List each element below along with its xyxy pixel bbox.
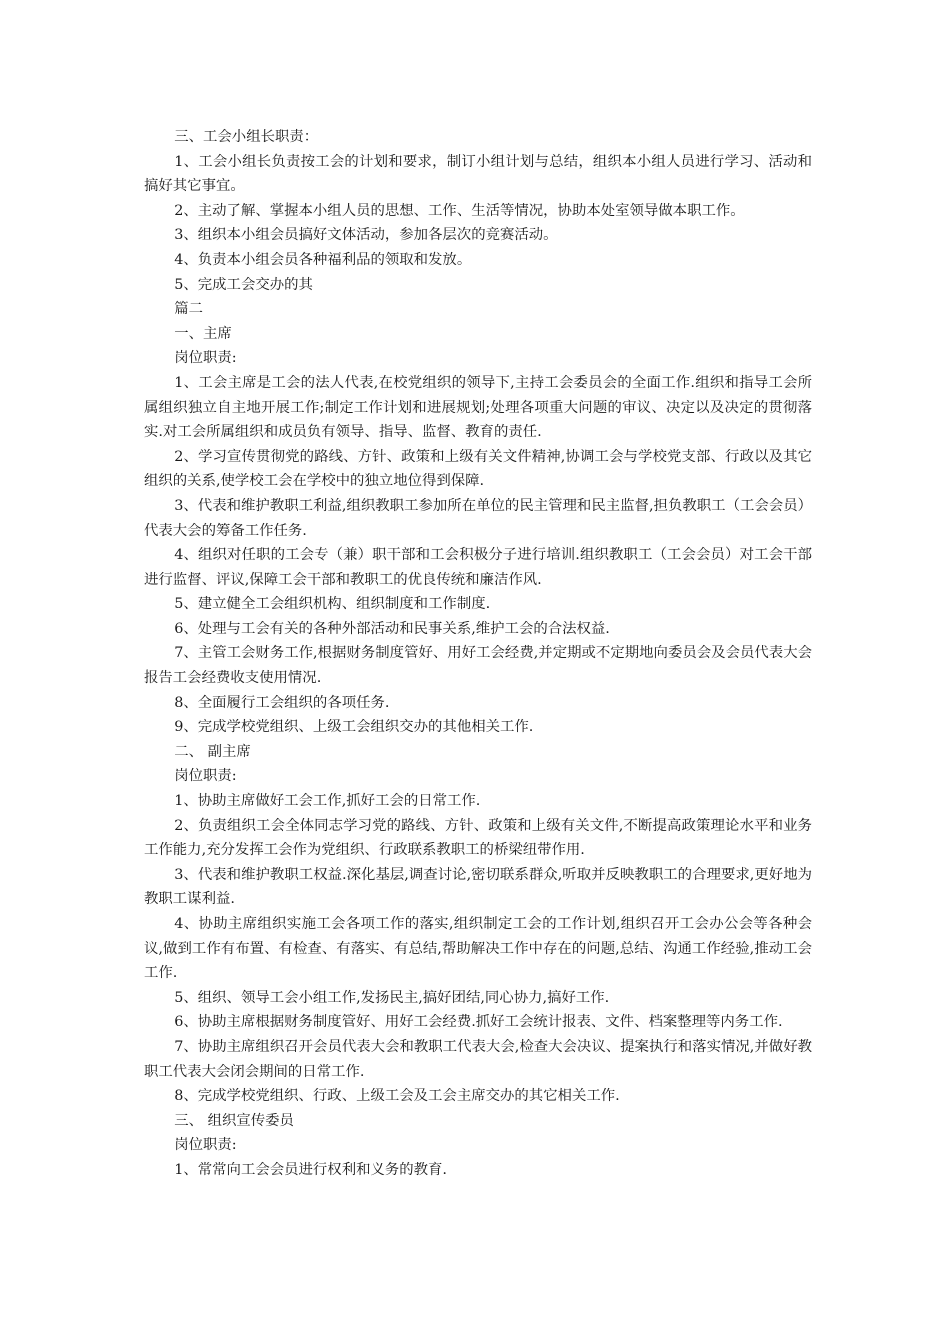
chapter-heading: 篇二 [174,301,204,318]
duty-item: 4、协助主席组织实施工会各项工作的落实,组织制定工会的工作计划,组织召开工会办公会等各种会议,做到工作有布置、有检查、有落实、有总结,帮助解决工作中存在的问题,总结、沟通工作经验,推动工会工作. [144,916,812,982]
duty-item: 3、组织本小组会员搞好文体活动，参加各层次的竞赛活动。 [174,227,558,244]
subsection-label: 岗位职责: [174,350,237,367]
document-body [144,125,812,1183]
duty-item: 1、工会主席是工会的法人代表,在校党组织的领导下,主持工会委员会的全面工作.组织和指导工会所属组织独立自主地开展工作;制定工作计划和进展规划;处理各项重大问题的审议、决定以及决定的贯彻落实.对工会所属组织和成员负有领导、指导、监督、教育的责任. [144,374,812,441]
duty-item: 8、全面履行工会组织的各项任务. [174,694,390,711]
duty-item: 4、组织对任职的工会专（兼）职干部和工会积极分子进行培训.组织教职工（工会会员）对工会干部进行监督、评议,保障工会干部和教职工的优良传统和廉洁作风. [144,547,812,588]
subsection-label: 岗位职责: [174,768,237,785]
section-heading: 三、工会小组长职责： [174,129,319,145]
duty-item: 7、主管工会财务工作,根据财务制度管好、用好工会经费,并定期或不定期地向委员会及会员代表大会报告工会经费收支使用情况. [144,645,812,687]
duty-item: 5、组织、领导工会小组工作,发扬民主,搞好团结,同心协力,搞好工作. [174,989,610,1006]
subsection-label: 岗位职责: [174,1137,237,1154]
duty-item: 1、工会小组长负责按工会的计划和要求，制订小组计划与总结，组织本小组人员进行学习、活动和搞好其它事宜。 [144,153,812,195]
duty-item: 4、负责本小组会员各种福利品的领取和发放。 [174,251,472,268]
duty-item: 8、完成学校党组织、行政、上级工会及工会主席交办的其它相关工作. [174,1088,620,1105]
duty-item: 3、代表和维护教职工利益,组织教职工参加所在单位的民主管理和民主监督,担负教职工（工会会员）代表大会的筹备工作任务. [144,497,812,539]
duty-item: 2、学习宣传贯彻党的路线、方针、政策和上级有关文件精神,协调工会与学校党支部、行政以及其它组织的关系,使学校工会在学校中的独立地位得到保障. [144,448,812,490]
duty-item: 5、完成工会交办的其 [174,276,313,293]
duty-item: 1、协助主席做好工会工作,抓好工会的日常工作. [174,793,481,810]
duty-item: 7、协助主席组织召开会员代表大会和教职工代表大会,检查大会决议、提案执行和落实情况,并做好教职工代表大会闭会期间的日常工作. [144,1038,812,1080]
duty-item: 3、代表和维护教职工权益.深化基层,调查讨论,密切联系群众,听取并反映教职工的合理要求,更好地为教职工谋利益. [144,866,812,908]
duty-item: 6、处理与工会有关的各种外部活动和民事关系,维护工会的合法权益. [174,620,610,637]
duty-item: 6、协助主席根据财务制度管好、用好工会经费.抓好工会统计报表、文件、档案整理等内务工作. [174,1014,783,1031]
duty-item: 9、完成学校党组织、上级工会组织交办的其他相关工作. [174,719,534,736]
duty-item: 5、建立健全工会组织机构、组织制度和工作制度. [174,596,491,613]
section-heading: 一、主席 [174,325,232,342]
section-heading: 三、 组织宣传委员 [174,1112,294,1129]
duty-item: 1、常常向工会会员进行权利和义务的教育. [174,1161,447,1178]
duty-item: 2、主动了解、掌握本小组人员的思想、工作、生活等情况，协助本处室领导做本职工作。 [174,202,745,219]
duty-item: 2、负责组织工会全体同志学习党的路线、方针、政策和上级有关文件,不断提高政策理论水平和业务工作能力,充分发挥工会作为党组织、行政联系教职工的桥梁纽带作用. [144,817,812,859]
section-heading: 二、 副主席 [174,743,251,760]
